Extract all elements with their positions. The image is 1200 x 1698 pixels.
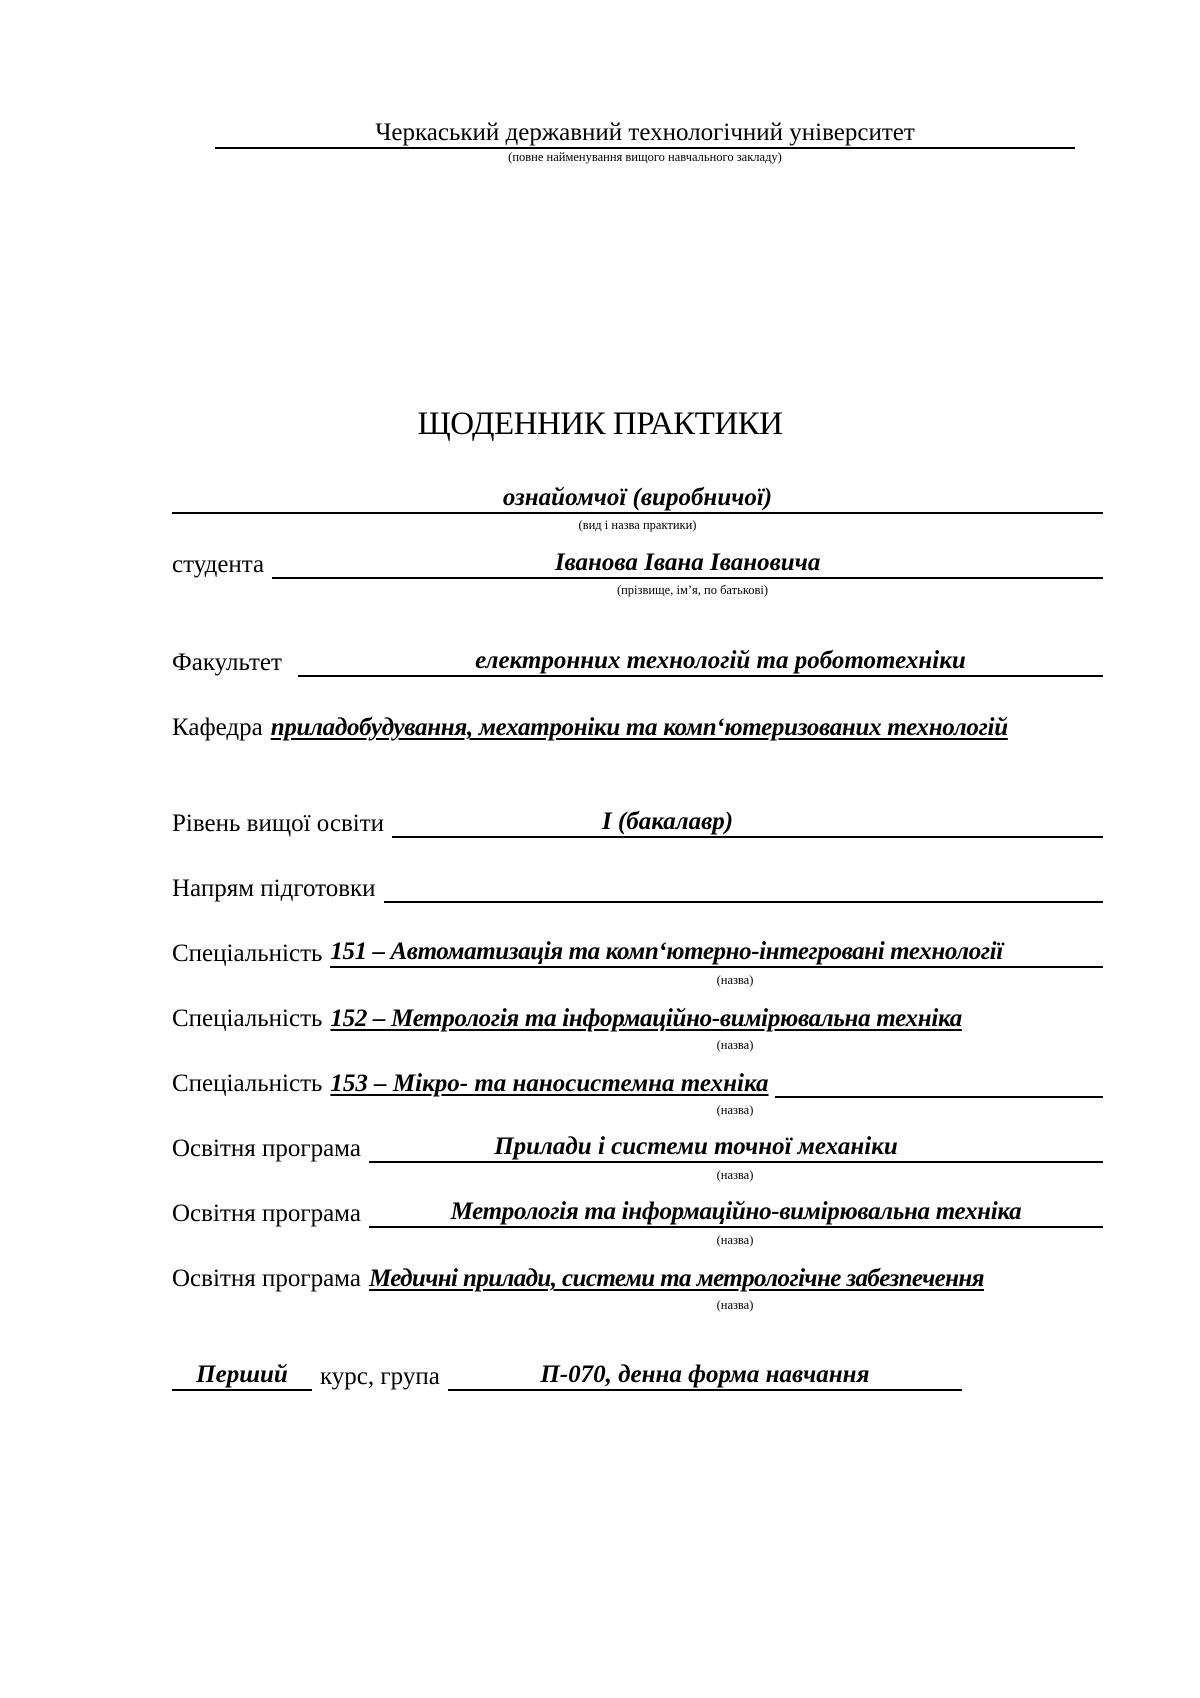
level-label: Рівень вищої освіти — [172, 810, 385, 837]
course-field[interactable]: Перший — [172, 1361, 312, 1391]
level-row — [172, 808, 1103, 838]
specialty-row — [172, 1003, 1103, 1033]
specialty-label: Спеціальність — [172, 940, 323, 967]
direction-row — [172, 873, 1103, 903]
program-row — [172, 1263, 1137, 1293]
faculty-field[interactable]: електронних технологій та робототехніки — [298, 647, 1103, 677]
specialty-label: Спеціальність — [172, 1005, 323, 1032]
specialty-field[interactable]: 152 – Метрологія та інформаційно-вимірювальна техніка — [330, 1005, 962, 1032]
student-label: студента — [172, 551, 265, 578]
specialty-caption: (назва) — [716, 973, 754, 987]
student-row — [172, 549, 1103, 579]
specialty-caption: (назва) — [716, 1038, 754, 1052]
practice-field[interactable]: ознайомчої (виробничої) — [172, 484, 1103, 514]
department-label: Кафедра — [172, 714, 263, 741]
specialty-field[interactable]: 153 – Мікро- та наносистемна техніка — [330, 1070, 769, 1097]
program-caption: (назва) — [716, 1233, 754, 1247]
specialty-caption: (назва) — [716, 1103, 754, 1117]
course-label: курс, група — [320, 1363, 440, 1390]
student-field[interactable]: Іванова Івана Івановича — [272, 549, 1103, 579]
program-caption: (назва) — [716, 1298, 754, 1312]
program-label: Освітня програма — [172, 1135, 361, 1162]
course-row — [172, 1361, 962, 1391]
program-label: Освітня програма — [172, 1200, 361, 1227]
specialty-label: Спеціальність — [172, 1070, 323, 1097]
program-caption: (назва) — [716, 1168, 754, 1182]
program-field[interactable]: Метрологія та інформаційно-вимірювальна техніка — [369, 1198, 1103, 1228]
specialty-row — [172, 938, 1103, 968]
specialty-blank-line — [775, 1068, 1104, 1098]
level-field[interactable]: I (бакалавр) — [392, 808, 1103, 838]
group-field[interactable]: П-070, денна форма навчання — [448, 1361, 962, 1391]
direction-label: Напрям підготовки — [172, 875, 376, 902]
document-title: ЩОДЕННИК ПРАКТИКИ — [417, 406, 783, 442]
program-row — [172, 1198, 1103, 1228]
department-row — [172, 712, 1103, 742]
program-row — [172, 1133, 1103, 1163]
specialty-field[interactable]: 151 – Автоматизація та комп‘ютерно-інтегровані технології — [330, 938, 1103, 968]
program-field[interactable]: Медичні прилади, системи та метрологічне забезпечення — [368, 1265, 984, 1292]
university-name: Черкаський державний технологічний університет — [215, 119, 1075, 149]
student-caption: (прізвище, ім’я, по батькові) — [616, 583, 769, 597]
program-field[interactable]: Прилади і системи точної механіки — [369, 1133, 1103, 1163]
faculty-row — [172, 647, 1103, 677]
faculty-label: Факультет — [172, 649, 282, 676]
specialty-row — [172, 1068, 1103, 1098]
program-label: Освітня програма — [172, 1265, 361, 1292]
department-field[interactable]: приладобудування, мехатроніки та комп‘ютеризованих технологій — [270, 714, 1008, 741]
direction-field[interactable] — [384, 873, 1103, 903]
practice-row — [172, 484, 1103, 514]
practice-caption: (вид і назва практики) — [578, 518, 697, 532]
university-caption: (повне найменування вищого навчального закладу) — [508, 150, 782, 164]
